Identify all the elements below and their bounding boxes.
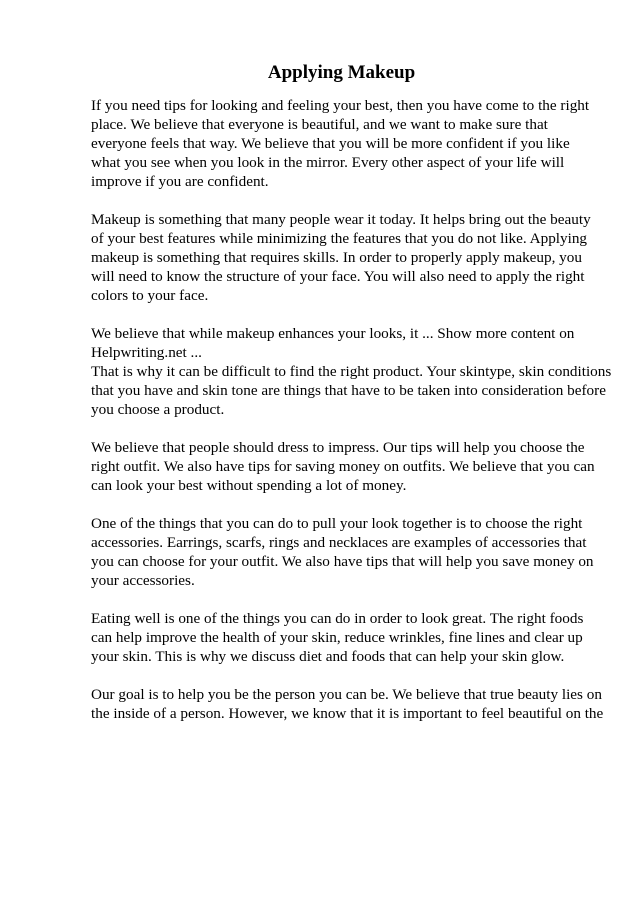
text-line: place. We believe that everyone is beautiful, and we want to make sure that xyxy=(91,116,548,133)
text-line: colors to your face. xyxy=(91,287,209,304)
text-line: makeup is something that requires skills. In order to properly apply makeup, you xyxy=(91,249,582,266)
text-line: the inside of a person. However, we know that it is important to feel beautiful on the xyxy=(91,705,604,722)
paragraph-6 xyxy=(91,609,601,666)
paragraph-1 xyxy=(91,96,601,191)
text-line: your accessories. xyxy=(91,572,195,589)
text-line: can look your best without spending a lot of money. xyxy=(91,477,407,494)
text-line: right outfit. We also have tips for saving money on outfits. We believe that you can xyxy=(91,458,595,475)
text-line: If you need tips for looking and feeling your best, then you have come to the right xyxy=(91,97,590,114)
text-line: One of the things that you can do to pull your look together is to choose the right xyxy=(91,515,583,532)
text-line: We believe that people should dress to impress. Our tips will help you choose the xyxy=(91,439,585,456)
text-line: Eating well is one of the things you can do in order to look great. The right foods xyxy=(91,610,584,627)
text-line: Our goal is to help you be the person you can be. We believe that true beauty lies on xyxy=(91,686,602,703)
text-line: everyone feels that way. We believe that you will be more confident if you like xyxy=(91,135,570,152)
text-line: will need to know the structure of your face. You will also need to apply the right xyxy=(91,268,585,285)
text-line: That is why it can be difficult to find the right product. Your skintype, skin conditions xyxy=(91,363,612,380)
text-line: Helpwriting.net ... xyxy=(91,344,202,361)
paragraph-5 xyxy=(91,514,601,590)
text-line: that you have and skin tone are things that have to be taken into consideration before xyxy=(91,382,606,399)
text-line: you choose a product. xyxy=(91,401,225,418)
text-line: your skin. This is why we discuss diet and foods that can help your skin glow. xyxy=(91,648,565,665)
paragraph-2 xyxy=(91,210,601,305)
paragraph-4 xyxy=(91,438,601,495)
text-line: Makeup is something that many people wear it today. It helps bring out the beauty xyxy=(91,211,591,228)
document-body xyxy=(91,96,612,742)
text-line: can help improve the health of your skin, reduce wrinkles, fine lines and clear up xyxy=(91,629,583,646)
text-line: you can choose for your outfit. We also have tips that will help you save money on xyxy=(91,553,594,570)
text-line: improve if you are confident. xyxy=(91,173,269,190)
text-line: of your best features while minimizing the features that you do not like. Applying xyxy=(91,230,588,247)
paragraph-3 xyxy=(91,324,612,419)
text-line: We believe that while makeup enhances your looks, it ... Show more content on xyxy=(91,325,575,342)
paragraph-7 xyxy=(91,685,604,723)
document-title: Applying Makeup xyxy=(267,62,416,83)
text-line: accessories. Earrings, scarfs, rings and necklaces are examples of accessories that xyxy=(91,534,587,551)
text-line: what you see when you look in the mirror. Every other aspect of your life will xyxy=(91,154,565,171)
